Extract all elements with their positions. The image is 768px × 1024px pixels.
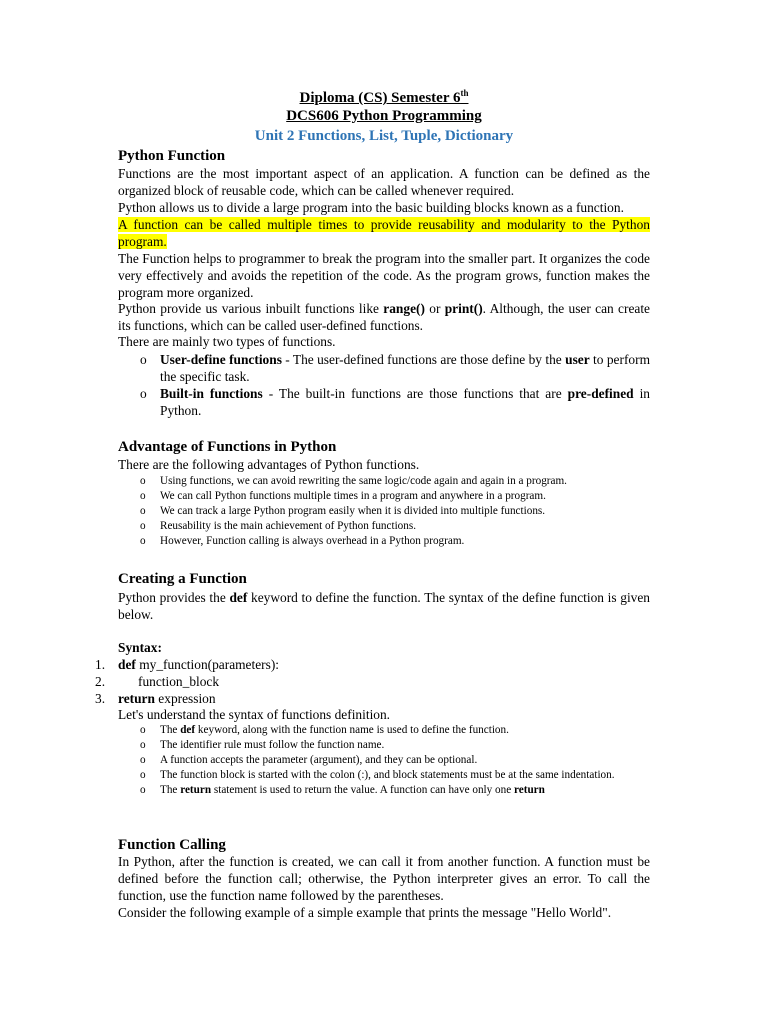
list-item: o We can track a large Python program easily when it is divided into multiple functions. (140, 505, 546, 517)
paragraph: Consider the following example of a simple example that prints the message "Hello World". (118, 905, 612, 920)
syntax-code-list (95, 656, 655, 707)
code-line: 3. return expression (95, 691, 216, 706)
heading-python-function: Python Function (118, 148, 226, 164)
heading-function-calling: Function Calling (118, 837, 226, 853)
bullet-icon: o (140, 505, 146, 517)
list-item: o Reusability is the main achievement of Python functions. (140, 520, 417, 532)
bullet-icon: o (140, 784, 146, 796)
list-item: o The def keyword, along with the function name is used to define the function. (140, 724, 509, 736)
paragraph: The Function helps to programmer to break the program into the smaller part. It organizes the code very effectively and avoids the repetition of the code. As the program grows, function makes the program more organized. (118, 251, 650, 300)
bullet-icon: o (140, 769, 146, 781)
course-title: Diploma (CS) Semester 6th (299, 88, 469, 106)
paragraph: There are the following advantages of Python functions. (118, 457, 420, 472)
bullet-icon: o (140, 386, 147, 401)
paragraph: Python provide us various inbuilt functions like range() or print(). Although, the user can create its functions, which can be called user-defined functions. (118, 301, 650, 333)
code-line: 1. def my_function(parameters): (95, 657, 280, 672)
list-item: o User-define functions - The user-defined functions are those define by the user to perform the specific task. (140, 352, 650, 384)
list-item: o The identifier rule must follow the function name. (140, 739, 385, 751)
bullet-icon: o (140, 475, 146, 487)
syntax-notes-list (140, 723, 650, 798)
highlighted-paragraph: A function can be called multiple times to provide reusability and modularity to the Python program. (118, 217, 650, 249)
unit-title: Unit 2 Functions, List, Tuple, Dictionary (254, 128, 514, 144)
heading-advantages: Advantage of Functions in Python (118, 439, 337, 455)
bullet-icon: o (140, 739, 146, 751)
advantages-list (140, 474, 650, 549)
list-item: o We can call Python functions multiple times in a program and anywhere in a program. (140, 490, 546, 502)
bullet-icon: o (140, 352, 147, 367)
paragraph: Functions are the most important aspect of an application. A function can be defined as the organized block of reusable code, which can be called whenever required. (118, 166, 650, 198)
list-item: o Using functions, we can avoid rewriting the same logic/code again and again in a program. (140, 475, 567, 487)
list-item: o Built-in functions - The built-in functions are those functions that are pre-defined in Python. (140, 386, 650, 418)
bullet-icon: o (140, 754, 146, 766)
list-item: o However, Function calling is always overhead in a Python program. (140, 535, 465, 547)
syntax-label: Syntax: (118, 640, 162, 655)
heading-creating-function: Creating a Function (118, 571, 247, 587)
paragraph: In Python, after the function is created, we can call it from another function. A function must be defined before the function call; otherwise, the Python interpreter gives an error. To call the function, use the function name followed by the parentheses. (118, 854, 650, 903)
bullet-icon: o (140, 535, 146, 547)
bullet-icon: o (140, 520, 146, 532)
code-line: 2. function_block (95, 674, 220, 689)
bullet-icon: o (140, 490, 146, 502)
course-code: DCS606 Python Programming (286, 108, 482, 124)
paragraph: Python allows us to divide a large program into the basic building blocks known as a function. (118, 200, 624, 215)
paragraph: There are mainly two types of functions. (118, 334, 336, 349)
paragraph: Let's understand the syntax of functions definition. (118, 707, 391, 722)
function-types-list (140, 351, 650, 419)
list-item: o A function accepts the parameter (argument), and they can be optional. (140, 754, 478, 766)
bullet-icon: o (140, 724, 146, 736)
paragraph: Python provides the def keyword to define the function. The syntax of the define function is given below. (118, 590, 650, 622)
list-item: o The function block is started with the colon (:), and block statements must be at the same indentation. (140, 769, 615, 781)
list-item: o The return statement is used to return the value. A function can have only one return (140, 784, 545, 796)
